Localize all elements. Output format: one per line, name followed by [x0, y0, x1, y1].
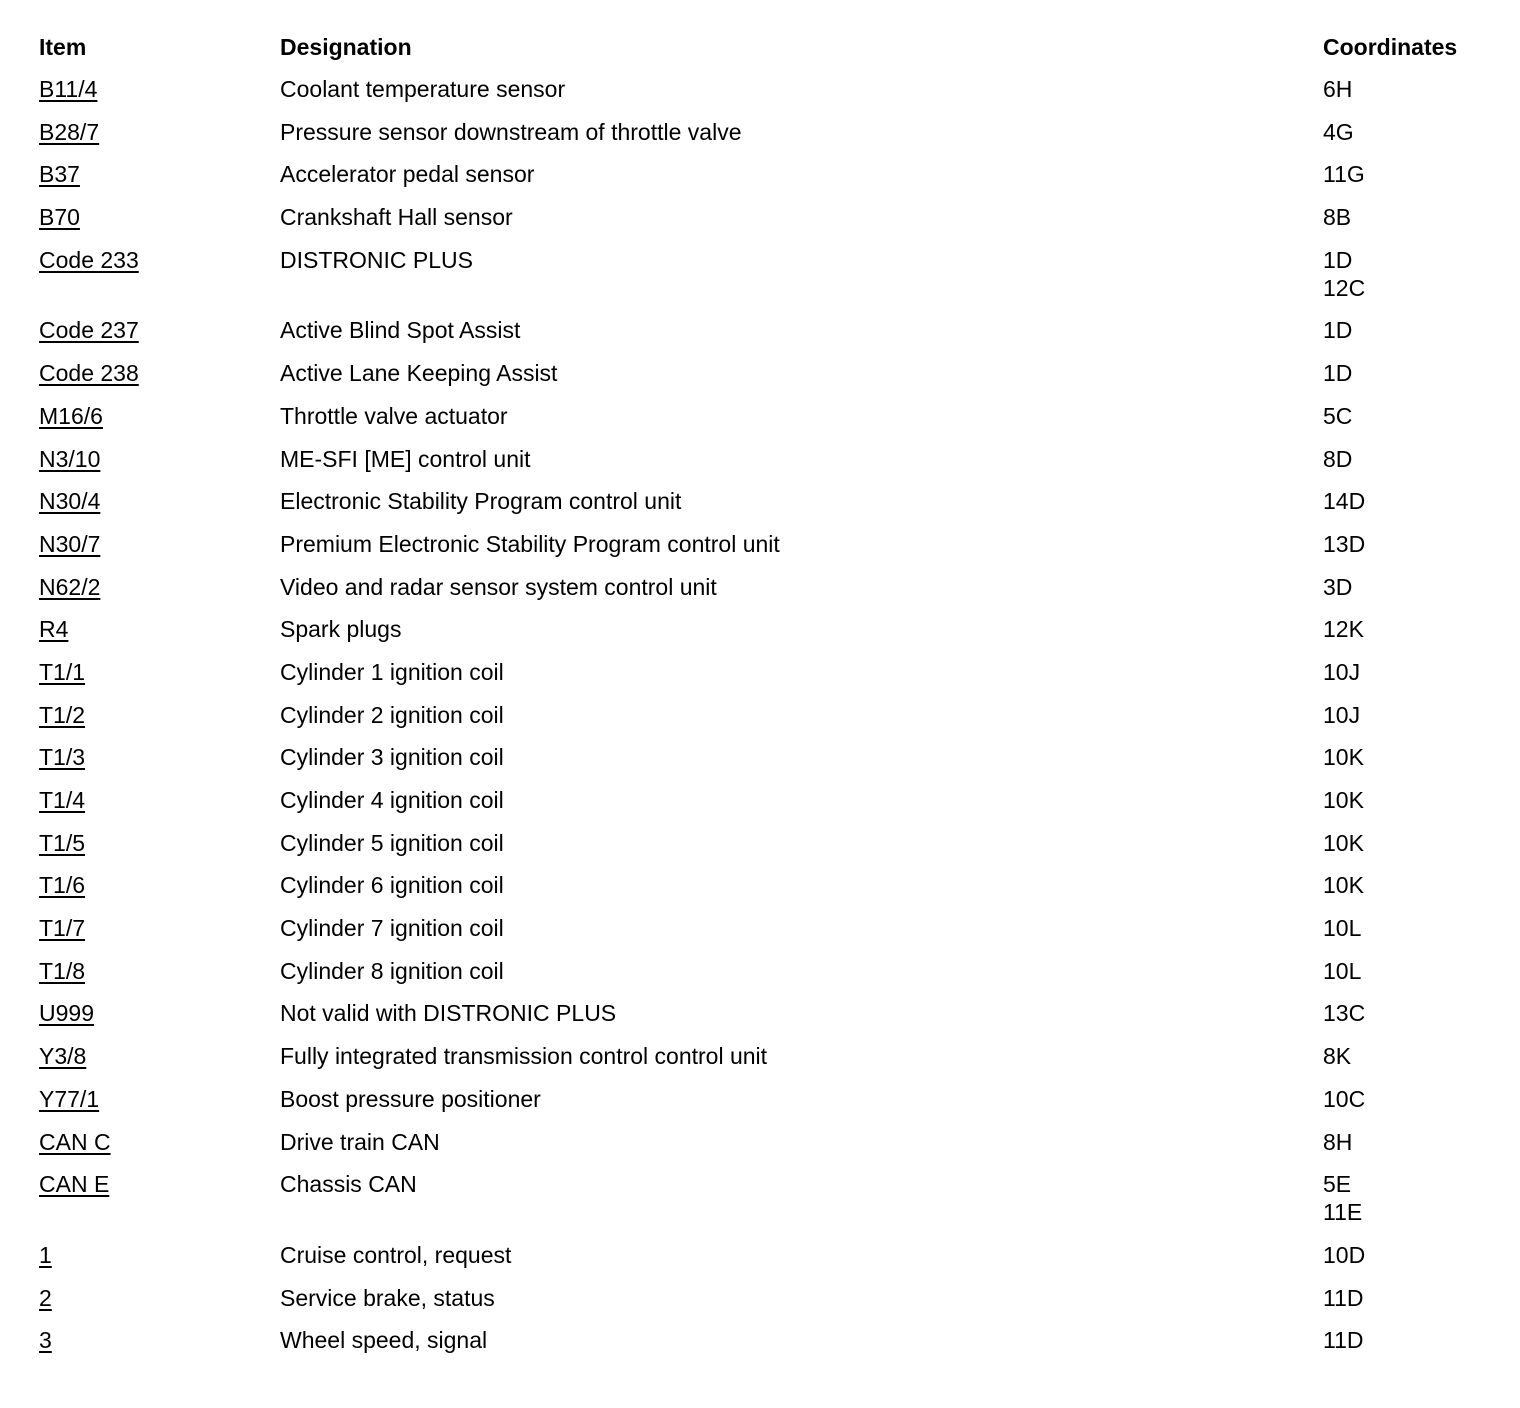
- coordinate-value: 1D: [1323, 246, 1353, 273]
- coordinate-value: 10K: [1323, 744, 1364, 771]
- designation-cell: Cylinder 4 ignition coil: [280, 787, 504, 813]
- table-row: [39, 910, 1499, 953]
- designation-cell: Boost pressure positioner: [280, 1085, 541, 1112]
- item-link[interactable]: 3: [39, 1327, 52, 1354]
- designation-cell: Cylinder 1 ignition coil: [280, 658, 504, 685]
- item-link[interactable]: M16/6: [39, 402, 103, 429]
- coordinates-cell: [1323, 246, 1499, 302]
- table-row: [39, 1124, 1499, 1167]
- item-cell: [39, 246, 280, 274]
- coordinates-cell: [1323, 203, 1499, 231]
- item-link[interactable]: Code 237: [39, 317, 139, 344]
- item-link[interactable]: T1/2: [39, 701, 86, 728]
- coordinate-value: 8H: [1323, 1128, 1353, 1155]
- coordinates-cell: [1323, 445, 1499, 473]
- item-link[interactable]: T1/3: [39, 744, 86, 771]
- table-row: [39, 526, 1499, 569]
- item-link[interactable]: CAN C: [39, 1128, 111, 1155]
- designation-cell: Pressure sensor downstream of throttle valve: [280, 118, 742, 145]
- designation-cell: Cylinder 5 ignition coil: [280, 829, 504, 856]
- designation-cell: Crankshaft Hall sensor: [280, 204, 513, 231]
- designation-cell: Cruise control, request: [280, 1241, 512, 1268]
- coordinate-value: 5E: [1323, 1171, 1352, 1198]
- coordinate-value: 14D: [1323, 488, 1366, 515]
- coordinates-cell: [1323, 487, 1499, 515]
- designation-cell: Accelerator pedal sensor: [280, 161, 535, 188]
- item-link[interactable]: 2: [39, 1284, 52, 1311]
- item-cell: [39, 615, 280, 643]
- coordinate-value: 11D: [1323, 1327, 1364, 1354]
- item-cell: [39, 701, 280, 729]
- coordinates-cell: [1323, 1085, 1499, 1113]
- coordinate-value: 13D: [1323, 530, 1366, 557]
- item-cell: [39, 914, 280, 942]
- coordinate-value: 1D: [1323, 360, 1353, 387]
- table-row: [39, 1280, 1499, 1323]
- item-cell: [39, 1326, 280, 1354]
- item-link[interactable]: T1/5: [39, 829, 86, 856]
- coordinate-value: 12K: [1323, 616, 1364, 643]
- coordinate-value: 11G: [1323, 161, 1365, 188]
- coordinates-cell: [1323, 402, 1499, 430]
- table-row: [39, 569, 1499, 612]
- item-link[interactable]: T1/6: [39, 872, 86, 899]
- item-cell: [39, 1128, 280, 1156]
- coordinate-value: 6H: [1323, 76, 1353, 102]
- item-link[interactable]: T1/8: [39, 957, 86, 984]
- table-row: [39, 697, 1499, 740]
- coordinates-cell: [1323, 316, 1499, 344]
- coordinate-value: 10D: [1323, 1241, 1366, 1268]
- table-row: [39, 654, 1499, 697]
- table-row: [39, 825, 1499, 868]
- item-cell: [39, 487, 280, 515]
- coordinates-cell: [1323, 75, 1499, 103]
- designation-cell: ME-SFI [ME] control unit: [280, 445, 531, 472]
- table-row: [39, 398, 1499, 441]
- coordinate-value: 8B: [1323, 204, 1352, 231]
- coordinates-cell: [1323, 1284, 1499, 1312]
- coordinate-value: 10K: [1323, 787, 1364, 813]
- item-link[interactable]: R4: [39, 616, 69, 643]
- table-row: [39, 1322, 1499, 1365]
- designation-cell: Service brake, status: [280, 1284, 495, 1311]
- item-cell: [39, 1170, 280, 1198]
- table-body: [39, 71, 1499, 1365]
- designation-cell: Wheel speed, signal: [280, 1327, 488, 1354]
- table-row: [39, 1237, 1499, 1280]
- designation-cell: Active Lane Keeping Assist: [280, 360, 558, 387]
- component-legend-table: [39, 30, 1499, 1365]
- coordinates-cell: [1323, 743, 1499, 771]
- item-link[interactable]: U999: [39, 1000, 94, 1027]
- coordinates-cell: [1323, 160, 1499, 188]
- item-link[interactable]: N30/4: [39, 488, 101, 515]
- item-link[interactable]: Y3/8: [39, 1043, 87, 1070]
- designation-cell: Cylinder 2 ignition coil: [280, 701, 504, 728]
- item-link[interactable]: N30/7: [39, 530, 101, 557]
- coordinate-value: 10C: [1323, 1085, 1366, 1112]
- coordinate-value: 13C: [1323, 1000, 1366, 1027]
- item-cell: [39, 402, 280, 430]
- table-row: [39, 1038, 1499, 1081]
- coordinate-value: 5C: [1323, 402, 1353, 429]
- item-link[interactable]: B28/7: [39, 118, 100, 145]
- coordinate-value: 10J: [1323, 701, 1361, 728]
- table-header: [39, 30, 1499, 71]
- item-cell: [39, 743, 280, 771]
- designation-cell: Cylinder 8 ignition coil: [280, 957, 504, 984]
- coordinate-value: 10K: [1323, 829, 1364, 856]
- coordinate-value: 3D: [1323, 573, 1353, 600]
- item-cell: [39, 316, 280, 344]
- item-cell: [39, 203, 280, 231]
- table-row: [39, 355, 1499, 398]
- coordinate-value: 8K: [1323, 1043, 1352, 1070]
- item-cell: [39, 160, 280, 188]
- coordinate-value: 10L: [1323, 915, 1362, 942]
- coordinates-cell: [1323, 999, 1499, 1027]
- table-row: [39, 199, 1499, 242]
- item-cell: [39, 1241, 280, 1269]
- item-cell: [39, 786, 280, 814]
- item-link[interactable]: T1/1: [39, 658, 86, 685]
- item-cell: [39, 359, 280, 387]
- table-row: [39, 156, 1499, 199]
- designation-cell: Fully integrated transmission control control unit: [280, 1043, 768, 1070]
- coordinates-cell: [1323, 615, 1499, 643]
- item-cell: [39, 957, 280, 985]
- item-cell: [39, 445, 280, 473]
- coordinates-cell: [1323, 1042, 1499, 1070]
- coordinates-cell: [1323, 573, 1499, 601]
- coordinates-cell: [1323, 359, 1499, 387]
- coordinate-value: 10L: [1323, 957, 1362, 984]
- item-cell: [39, 1042, 280, 1070]
- item-cell: [39, 999, 280, 1027]
- table-row: [39, 441, 1499, 484]
- coordinates-cell: [1323, 829, 1499, 857]
- table-row: [39, 1166, 1499, 1237]
- item-link[interactable]: N3/10: [39, 445, 101, 472]
- coordinates-cell: [1323, 1241, 1499, 1269]
- coordinates-cell: [1323, 786, 1499, 814]
- designation-cell: Premium Electronic Stability Program control unit: [280, 530, 780, 557]
- coordinates-column-header: Coordinates: [1323, 34, 1458, 60]
- item-link[interactable]: B11/4: [39, 76, 98, 102]
- coordinates-cell: [1323, 118, 1499, 146]
- item-cell: [39, 658, 280, 686]
- coordinate-value: 1D: [1323, 317, 1353, 344]
- coordinates-cell: [1323, 1326, 1499, 1354]
- coordinates-cell: [1323, 658, 1499, 686]
- designation-cell: Video and radar sensor system control unit: [280, 573, 717, 600]
- designation-cell: Coolant temperature sensor: [280, 76, 566, 102]
- item-link[interactable]: CAN E: [39, 1171, 110, 1198]
- designation-cell: Cylinder 7 ignition coil: [280, 915, 504, 942]
- item-cell: [39, 829, 280, 857]
- designation-cell: Cylinder 3 ignition coil: [280, 744, 504, 771]
- item-link[interactable]: Code 238: [39, 360, 139, 387]
- item-link[interactable]: Y77/1: [39, 1085, 100, 1112]
- table-row: [39, 995, 1499, 1038]
- coordinate-value: 12C: [1323, 274, 1366, 301]
- item-link[interactable]: B37: [39, 161, 80, 188]
- coordinate-value: 10J: [1323, 658, 1361, 685]
- table-row: [39, 483, 1499, 526]
- item-link[interactable]: Code 233: [39, 246, 139, 273]
- coordinate-value: 10K: [1323, 872, 1364, 899]
- item-cell: [39, 530, 280, 558]
- coordinates-cell: [1323, 1170, 1499, 1226]
- table-row: [39, 739, 1499, 782]
- item-link[interactable]: T1/4: [39, 787, 86, 813]
- coordinate-value: 11E: [1323, 1199, 1363, 1226]
- coordinates-cell: [1323, 701, 1499, 729]
- coordinate-value: 11D: [1323, 1284, 1364, 1311]
- coordinate-value: 8D: [1323, 445, 1353, 472]
- item-cell: [39, 573, 280, 601]
- designation-column-header: Designation: [280, 34, 412, 60]
- coordinates-cell: [1323, 530, 1499, 558]
- table-row: [39, 867, 1499, 910]
- coordinates-cell: [1323, 914, 1499, 942]
- designation-cell: Throttle valve actuator: [280, 402, 508, 429]
- coordinates-cell: [1323, 1128, 1499, 1156]
- designation-cell: Active Blind Spot Assist: [280, 317, 521, 344]
- item-link[interactable]: T1/7: [39, 915, 86, 942]
- designation-cell: Chassis CAN: [280, 1171, 417, 1198]
- designation-cell: Electronic Stability Program control unit: [280, 488, 682, 515]
- coordinates-cell: [1323, 957, 1499, 985]
- item-cell: [39, 1284, 280, 1312]
- table-row: [39, 1081, 1499, 1124]
- item-cell: [39, 1085, 280, 1113]
- item-cell: [39, 871, 280, 899]
- designation-cell: Cylinder 6 ignition coil: [280, 872, 504, 899]
- table-row: [39, 312, 1499, 355]
- table-row: [39, 782, 1499, 825]
- table-row: [39, 611, 1499, 654]
- table-row: [39, 242, 1499, 313]
- item-link[interactable]: 1: [39, 1241, 52, 1268]
- item-column-header: Item: [39, 34, 87, 60]
- item-link[interactable]: B70: [39, 204, 80, 231]
- table-row: [39, 114, 1499, 157]
- table-row: [39, 953, 1499, 996]
- item-cell: [39, 118, 280, 146]
- designation-cell: Not valid with DISTRONIC PLUS: [280, 1000, 617, 1027]
- coordinate-value: 4G: [1323, 118, 1354, 145]
- designation-cell: DISTRONIC PLUS: [280, 246, 473, 273]
- designation-cell: Spark plugs: [280, 616, 402, 643]
- designation-cell: Drive train CAN: [280, 1128, 440, 1155]
- item-link[interactable]: N62/2: [39, 573, 101, 600]
- item-cell: [39, 75, 280, 103]
- coordinates-cell: [1323, 871, 1499, 899]
- table-row: [39, 71, 1499, 114]
